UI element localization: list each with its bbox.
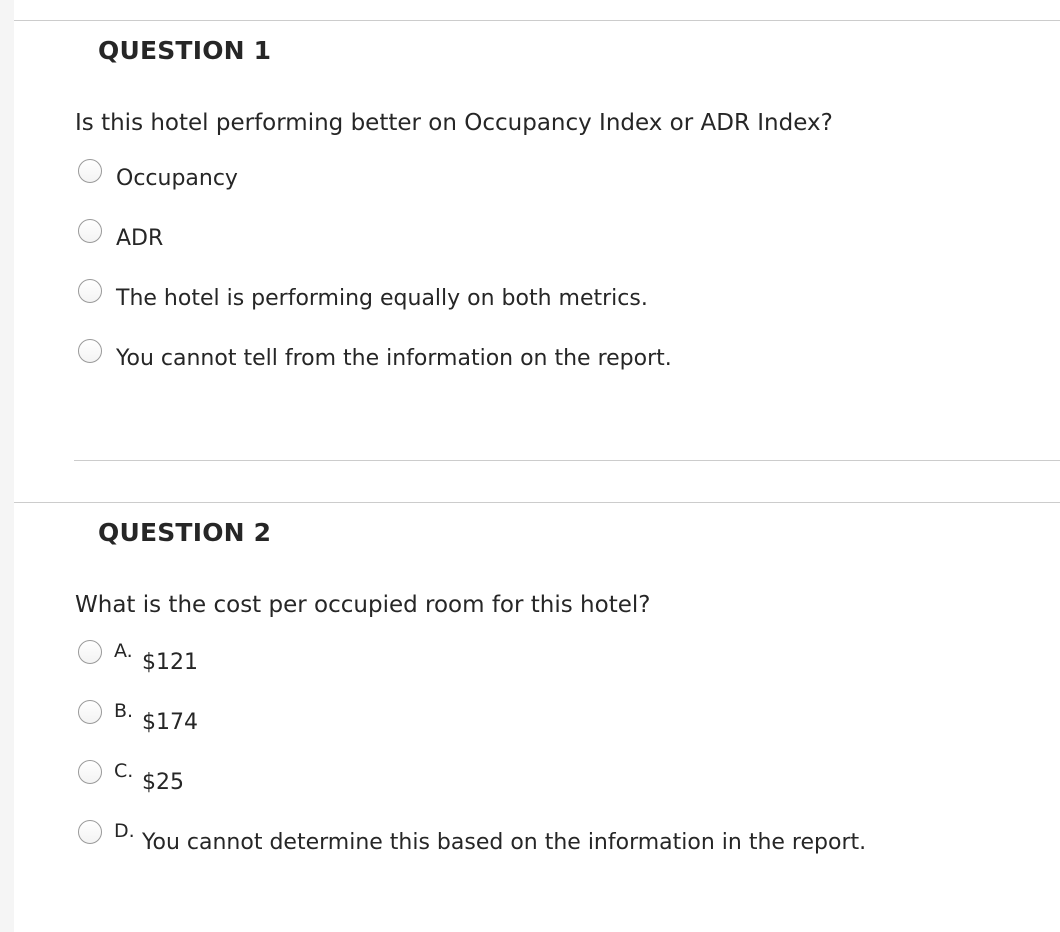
radio-button[interactable] [78,700,102,724]
option-letter: C. [114,760,134,782]
radio-button[interactable] [78,219,102,243]
question-1-option-equal[interactable] [78,276,1038,316]
left-border-strip [0,0,14,932]
option-label: $25 [142,770,184,795]
option-letter: D. [114,820,135,842]
question-2-text: What is the cost per occupied room for this hotel? [75,592,651,618]
radio-button[interactable] [78,760,102,784]
question-1-text: Is this hotel performing better on Occupancy Index or ADR Index? [75,110,833,136]
option-letter: A. [114,640,133,662]
option-label: You cannot tell from the information on the report. [116,346,672,371]
radio-button[interactable] [78,820,102,844]
question-1-option-adr[interactable] [78,216,1038,256]
option-label: You cannot determine this based on the information in the report. [142,830,867,855]
radio-button[interactable] [78,339,102,363]
radio-button[interactable] [78,159,102,183]
option-letter: B. [114,700,134,722]
question-1-bottom-divider [74,460,1060,461]
option-label: $121 [142,650,198,675]
question-1-top-divider [14,20,1060,21]
question-2-option-a[interactable] [78,638,1038,678]
option-label: ADR [116,226,164,251]
question-2-option-c[interactable] [78,758,1038,798]
question-2-option-d[interactable] [78,818,1038,858]
question-2-title: QUESTION 2 [98,518,272,547]
radio-button[interactable] [78,640,102,664]
option-label: $174 [142,710,198,735]
question-1-option-occupancy[interactable] [78,156,1038,196]
option-label: Occupancy [116,166,238,191]
question-2-option-b[interactable] [78,698,1038,738]
question-1-title: QUESTION 1 [98,36,272,65]
question-2-top-divider [14,502,1060,503]
question-1-option-cannot-tell[interactable] [78,336,1038,376]
radio-button[interactable] [78,279,102,303]
option-label: The hotel is performing equally on both metrics. [116,286,648,311]
